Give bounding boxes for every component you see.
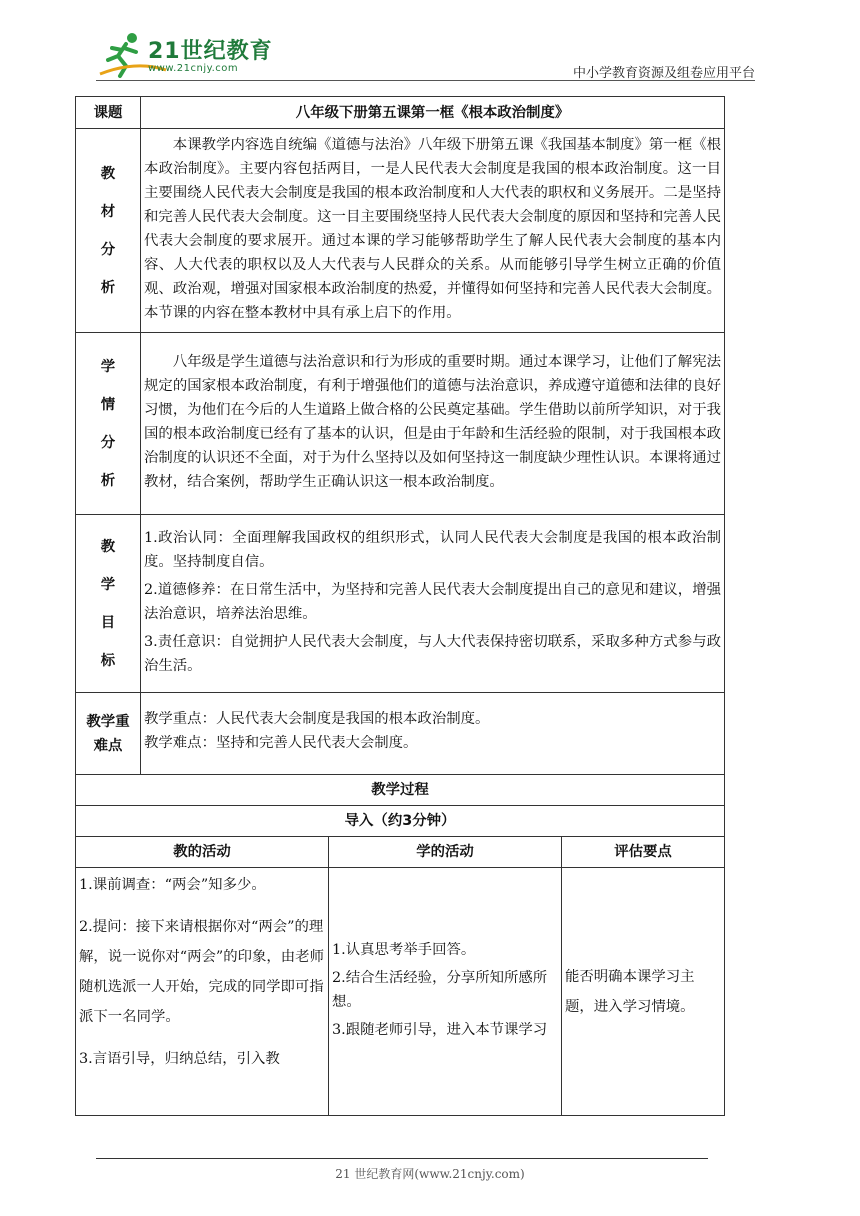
key-point-item: 教学重点：人民代表大会制度是我国的根本政治制度。 [144, 711, 490, 727]
logo-text: 21世纪教育 [148, 39, 273, 64]
textbook-analysis-text: 本课教学内容选自统编《道德与法治》八年级下册第五课《我国基本制度》第一框《根本政治制度》。主要内容包括两目，一是人民代表大会制度是我国的根本政治制度。这一目主要围绕人民代表大会制度是我国的根本政治制度和人大代表的职权和义务展开。二是坚持和完善人民代表大会制度。这一目主要围绕坚持人民代表大会制度的原因和坚持和完善人民代表大会制度的要求展开。通过本课的学习能够帮助学生了解人民代表大会制度的基本内容、人大代表的职权以及人大代表与人民群众的关系。从而能够引导学生树立正确的价值观、政治观，增强对国家根本政治制度的热爱，并懂得如何坚持和完善人民代表大会制度。本节课的内容在整本教材中具有承上启下的作用。 [144, 136, 722, 321]
student-activity-item: 3.跟随老师引导，进入本节课学习 [332, 1021, 548, 1038]
page-header [0, 0, 860, 90]
intro-title-row [76, 806, 725, 837]
key-point-item: 教学难点：坚持和完善人民代表大会制度。 [144, 735, 418, 751]
page-footer: 21 世纪教育网(www.21cnjy.com) [335, 1167, 525, 1181]
goal-item: 2.道德修养：在日常生活中，为坚持和完善人民代表大会制度提出自己的意见和建议，增强法治意识，培养法治思维。 [144, 581, 722, 622]
student-analysis-row [76, 333, 725, 515]
goals-label: 教 学 目 标 [76, 515, 141, 693]
textbook-analysis-label: 教 材 分 析 [76, 129, 141, 333]
key-points-row [76, 693, 725, 775]
student-activity-item: 2.结合生活经验，分享所知所感所想。 [332, 969, 548, 1010]
teacher-activities-cell [76, 868, 329, 1116]
textbook-analysis-row [76, 129, 725, 333]
student-activity-item: 1.认真思考举手回答。 [332, 941, 476, 958]
evaluation-text: 能否明确本课学习主题，进入学习情境。 [565, 968, 695, 1015]
student-analysis-label: 学 情 分 析 [76, 333, 141, 515]
column-header-teacher: 教的活动 [76, 837, 329, 868]
header-divider [96, 80, 755, 81]
goals-row [76, 515, 725, 693]
goal-item: 3.责任意识：自觉拥护人民代表大会制度，与人大代表保持密切联系，采取多种方式参与政治生活。 [144, 633, 722, 674]
columns-header-row [76, 837, 725, 868]
teacher-activity-item: 3.言语引导，归纳总结，引入教 [79, 1051, 280, 1067]
logo-url: www.21cnjy.com [148, 63, 239, 74]
lesson-title: 八年级下册第五课第一框《根本政治制度》 [141, 97, 725, 129]
lesson-plan-table [75, 96, 725, 1116]
column-header-evaluation: 评估要点 [562, 837, 725, 868]
title-label: 课题 [76, 97, 141, 129]
teacher-activity-item: 1.课前调查：“两会”知多少。 [79, 877, 266, 893]
student-analysis-text: 八年级是学生道德与法治意识和行为形成的重要时期。通过本课学习，让他们了解宪法规定的国家根本政治制度，有利于增强他们的道德与法治意识，养成遵守道德和法律的良好习惯，为他们在今后的人生道路上做合格的公民奠定基础。学生借助以前所学知识，对于我国的根本政治制度已经有了基本的认识，但是由于年龄和生活经验的限制，对于我国根本政治制度的认识还不全面，对于为什么坚持以及如何坚持这一制度缺少理性认识。本课将通过教材，结合案例，帮助学生正确认识这一根本政治制度。 [144, 353, 722, 490]
evaluation-cell [562, 868, 725, 1116]
header-platform-text: 中小学教育资源及组卷应用平台 [572, 66, 755, 81]
footer-divider [96, 1158, 708, 1159]
goal-item: 1.政治认同：全面理解我国政权的组织形式，认同人民代表大会制度是我国的根本政治制度。坚持制度自信。 [144, 529, 722, 570]
key-points-label: 教学重 难点 [76, 693, 141, 775]
title-row [76, 97, 725, 129]
teacher-activity-item: 2.提问：接下来请根据你对“两会”的理解，说一说你对“两会”的印象，由老师随机选派一人开始，完成的同学即可指派下一名同学。 [79, 919, 324, 1025]
intro-title: 导入（约3分钟） [76, 806, 725, 837]
student-activities-cell [329, 868, 562, 1116]
process-title-row [76, 775, 725, 806]
activities-row [76, 868, 725, 1116]
column-header-student: 学的活动 [329, 837, 562, 868]
process-title: 教学过程 [76, 775, 725, 806]
